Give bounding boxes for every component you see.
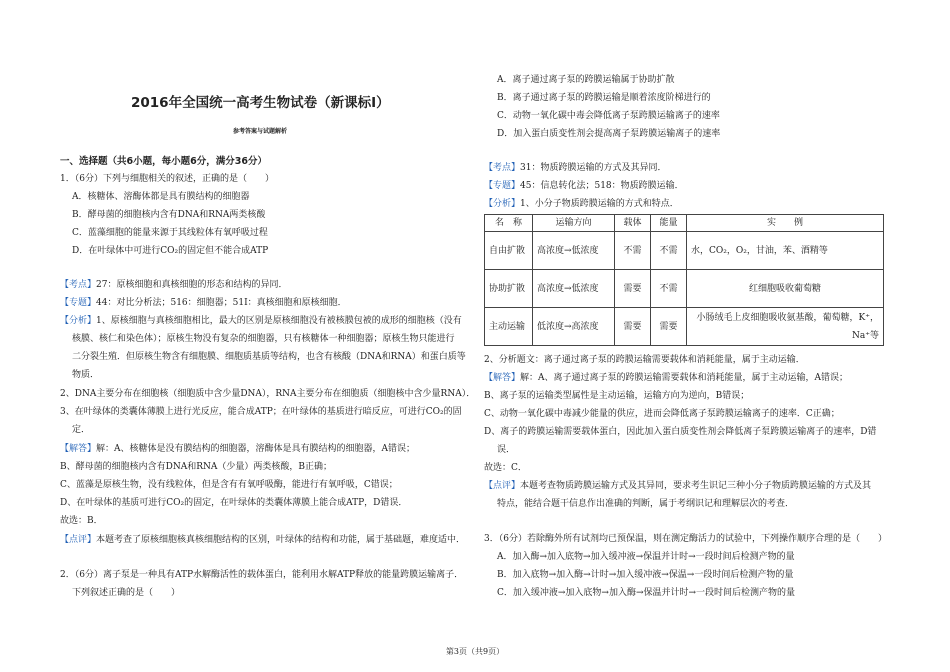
q1-option-a: A．核糖体、溶酶体都是具有膜结构的细胞器: [72, 192, 250, 202]
q2-zhuanti: [484, 180, 684, 192]
q2-option-a: A．离子通过离子泵的跨膜运输属于协助扩散: [497, 75, 675, 85]
document-title: 2016年全国统一高考生物试卷（新课标Ⅰ）: [131, 95, 390, 111]
zhuanti-tag: 【专题】: [484, 181, 521, 191]
table-cell: 不需: [651, 232, 687, 270]
q1-fenxi-line: 1、原核细胞与真核细胞相比，最大的区别是原核细胞没有被核膜包被的成形的细胞核（没有: [96, 316, 462, 326]
q1-fenxi-line: 定．: [72, 425, 91, 435]
q2-kaodian-text: 31：物质跨膜运输的方式及其异同．: [520, 163, 667, 173]
table-cell: 低浓度→高浓度: [533, 308, 615, 346]
table-cell: 高浓度→低浓度: [533, 232, 615, 270]
q1-fenxi-line: 3、在叶绿体的类囊体薄膜上进行光反应，能合成ATP；在叶绿体的基质进行暗反应，可进行CO₂的固: [60, 407, 462, 417]
q2-jieda-line: 故选：C．: [484, 463, 527, 473]
table-header-cell: 载体: [615, 215, 651, 232]
table-cell: 需要: [651, 308, 687, 346]
q1-dianping: [60, 534, 465, 546]
q2-jieda-line: 解：A、离子通过离子泵的跨膜运输需要载体和消耗能量，属于主动运输，A错误；: [520, 373, 849, 383]
q1-option-c: C．蓝藻细胞的能量来源于其线粒体有氧呼吸过程: [72, 228, 268, 238]
table-header-cell: 运输方向: [533, 215, 615, 232]
q1-jieda-line: 故选：B．: [60, 516, 103, 526]
q3-option-c: C．加入缓冲液→加入底物→加入酶→保温并计时→一段时间后检测产物的量: [497, 588, 796, 598]
document-subtitle: 参考答案与试题解析: [233, 128, 288, 135]
table-header-cell: 实 例: [687, 215, 884, 232]
table-cell: 需要: [615, 270, 651, 308]
q2-jieda-line: D、离子的跨膜运输需要载体蛋白，因此加入蛋白质变性剂会降低离子泵跨膜运输离子的速率，D错: [484, 427, 877, 437]
dianping-tag: 【点评】: [60, 535, 97, 545]
q2-option-c: C．动物一氧化碳中毒会降低离子泵跨膜运输离子的速率: [497, 111, 720, 121]
q1-jieda-line: D、在叶绿体的基质可进行CO₂的固定，在叶绿体的类囊体薄膜上能合成ATP，D错误．: [60, 498, 408, 508]
kaodian-tag: 【考点】: [484, 163, 521, 173]
q1-jieda-line: C、蓝藻是原核生物，没有线粒体，但是含有有氧呼吸酶，能进行有氧呼吸，C错误；: [60, 480, 398, 490]
transport-table: [484, 214, 884, 346]
q2-stem-line2: 下列叙述正确的是（ ）: [72, 588, 181, 598]
q3-option-a: A．加入酶→加入底物→加入缓冲液→保温并计时→一段时间后检测产物的量: [497, 552, 795, 562]
q1-fenxi-line: 二分裂生殖．但原核生物含有细胞膜、细胞质基质等结构，也含有核酸（DNA和RNA）和蛋白质等: [72, 352, 466, 362]
jieda-tag: 【解答】: [484, 373, 521, 383]
table-header-row: [485, 215, 884, 232]
q1-fenxi-line: 物质．: [72, 370, 100, 380]
jieda-tag: 【解答】: [60, 444, 97, 454]
q1-kaodian: [60, 279, 287, 291]
q1-dianping-text: 本题考查了原核细胞核真核细胞结构的区别，叶绿体的结构和功能，属于基础题，难度适中．: [96, 535, 466, 545]
q3-option-b: B．加入底物→加入酶→计时→加入缓冲液→保温→一段时间后检测产物的量: [497, 570, 794, 580]
table-cell: 需要: [615, 308, 651, 346]
q3-stem: 3．（6分）若除酶外所有试剂均已预保温，则在测定酶活力的试验中，下列操作顺序合理的是（ ）: [484, 534, 887, 544]
q2-jieda-line: B、离子泵的运输类型属性是主动运输，运输方向为逆向，B错误；: [484, 391, 750, 401]
table-cell: 协助扩散: [485, 270, 533, 308]
table-header-cell: 能量: [651, 215, 687, 232]
table-cell: 水，CO₂，O₂，甘油，苯、酒精等: [687, 232, 884, 270]
q2-kaodian: [484, 162, 666, 174]
q2-jieda-line: 误．: [497, 445, 516, 455]
q1-jieda-line: B、酵母菌的细胞核内含有DNA和RNA（少量）两类核酸，B正确；: [60, 462, 332, 472]
table-cell: 主动运输: [485, 308, 533, 346]
q2-option-b: B．离子通过离子泵的跨膜运输是顺着浓度阶梯进行的: [497, 93, 711, 103]
q1-kaodian-text: 27：原核细胞和真核细胞的形态和结构的异同．: [96, 280, 288, 290]
fenxi-tag: 【分析】: [484, 199, 521, 209]
kaodian-tag: 【考点】: [60, 280, 97, 290]
q1-option-b: B．酵母菌的细胞核内含有DNA和RNA两类核酸: [72, 210, 266, 220]
q1-jieda: [60, 443, 415, 455]
page-footer: 第3页（共9页）: [445, 647, 505, 656]
table-cell: 高浓度→低浓度: [533, 270, 615, 308]
q2-fenxi: [484, 198, 679, 210]
table-cell: 小肠绒毛上皮细胞吸收氨基酸，葡萄糖，K⁺，Na⁺等: [687, 308, 884, 346]
q2-dianping-line: 特点，能结合题干信息作出准确的判断，属于考纲识记和理解层次的考查．: [497, 499, 795, 509]
q1-zhuanti-text: 44：对比分析法；516：细胞器；51I：真核细胞和原核细胞．: [96, 298, 347, 308]
q1-option-d: D．在叶绿体中可进行CO₂的固定但不能合成ATP: [72, 246, 269, 256]
table-cell: 红细胞吸收葡萄糖: [687, 270, 884, 308]
table-row: [485, 308, 884, 346]
q2-option-d: D．加入蛋白质变性剂会提高离子泵跨膜运输离子的速率: [497, 129, 721, 139]
table-header-cell: 名 称: [485, 215, 533, 232]
q1-zhuanti: [60, 297, 347, 309]
q1-stem: 1．（6分）下列与细胞相关的叙述，正确的是（ ）: [60, 174, 274, 184]
table-row: [485, 232, 884, 270]
section-heading: 一、选择题（共6小题，每小题6分，满分36分）: [60, 156, 267, 167]
fenxi-tag: 【分析】: [60, 316, 97, 326]
q1-jieda-line: 解：A、核糖体是没有膜结构的细胞器，溶酶体是具有膜结构的细胞器，A错误；: [96, 444, 416, 454]
table-cell: 不需: [615, 232, 651, 270]
table-row: [485, 270, 884, 308]
q2-jieda: [484, 372, 848, 384]
q2-zhuanti-text: 45：信息转化法；518：物质跨膜运输．: [520, 181, 684, 191]
q2-fenxi2: 2、分析题文：离子通过离子泵的跨膜运输需要载体和消耗能量，属于主动运输．: [484, 355, 805, 365]
table-cell: 自由扩散: [485, 232, 533, 270]
q2-dianping: [484, 480, 871, 492]
q1-fenxi-line: 2、DNA主要分布在细胞核（细胞质中含少量DNA），RNA主要分布在细胞质（细胞核中含少量RNA）．: [60, 389, 476, 399]
dianping-tag: 【点评】: [484, 481, 521, 491]
zhuanti-tag: 【专题】: [60, 298, 97, 308]
table-cell: 不需: [651, 270, 687, 308]
q2-jieda-line: C、动物一氧化碳中毒减少能量的供应，进而会降低离子泵跨膜运输离子的速率．C正确；: [484, 409, 840, 419]
q1-fenxi: [60, 315, 462, 327]
q1-fenxi-line: 核膜、核仁和染色体）；原核生物没有复杂的细胞器，只有核糖体一种细胞器；原核生物只能进行: [72, 334, 455, 344]
q2-fenxi-text: 1、小分子物质跨膜运输的方式和特点．: [520, 199, 679, 209]
q2-stem-line1: 2．（6分）离子泵是一种具有ATP水解酶活性的载体蛋白，能利用水解ATP释放的能量跨膜运输离子．: [60, 570, 464, 580]
q2-dianping-line: 本题考查物质跨膜运输方式及其异同，要求考生识记三种小分子物质跨膜运输的方式及其: [520, 481, 872, 491]
